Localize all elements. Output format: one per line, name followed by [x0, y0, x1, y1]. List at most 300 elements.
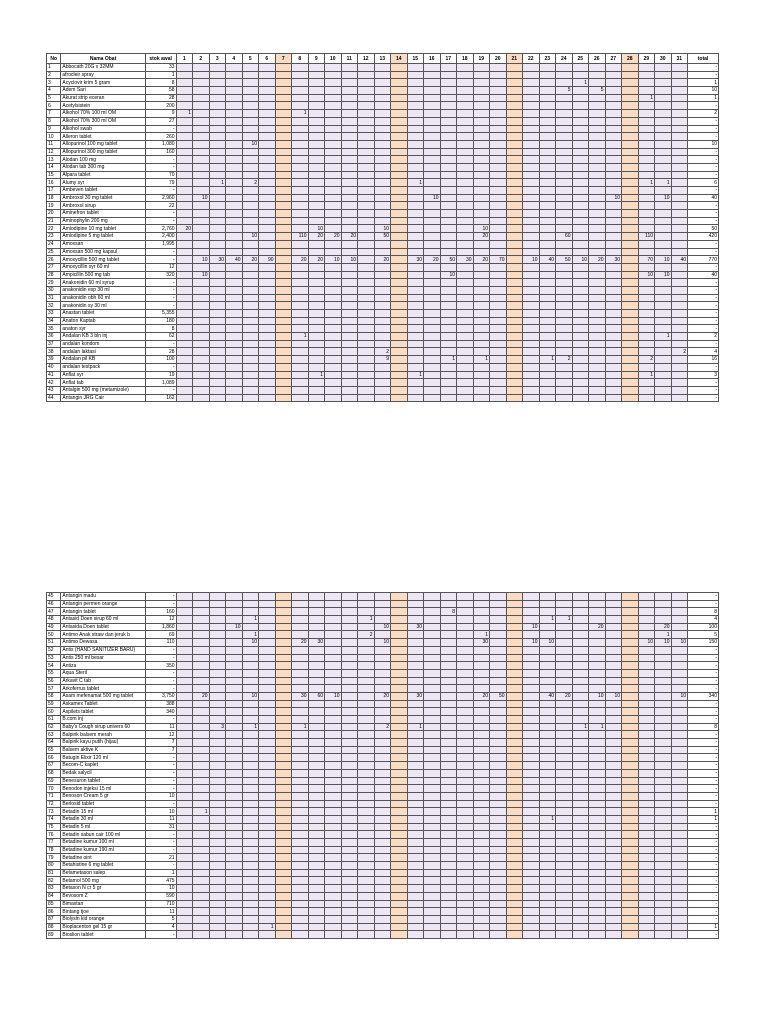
day-cell	[572, 302, 589, 310]
day-cell	[407, 333, 424, 341]
day-cell	[358, 279, 375, 287]
day-cell	[292, 202, 309, 210]
day-cell	[424, 739, 441, 747]
day-cell	[556, 723, 573, 731]
day-cell	[242, 371, 259, 379]
day-cell	[457, 163, 474, 171]
day-cell	[556, 187, 573, 195]
day-cell	[275, 723, 292, 731]
day-cell	[523, 692, 540, 700]
day-cell	[275, 808, 292, 816]
day-cell	[193, 87, 210, 95]
day-cell	[457, 340, 474, 348]
day-cell	[275, 156, 292, 164]
day-cell	[424, 379, 441, 387]
day-cell	[407, 892, 424, 900]
day-cell	[226, 179, 243, 187]
day-cell	[572, 731, 589, 739]
drug-name: Andalan pil KB	[61, 356, 145, 364]
day-cell	[622, 754, 639, 762]
day-cell	[325, 862, 342, 870]
day-cell	[605, 148, 622, 156]
day-cell	[358, 79, 375, 87]
day-cell	[440, 310, 457, 318]
day-cell	[292, 317, 309, 325]
day-cell	[259, 839, 276, 847]
day-cell	[259, 662, 276, 670]
day-cell	[490, 646, 507, 654]
day-cell	[605, 340, 622, 348]
day-cell	[407, 769, 424, 777]
row-total: 50	[688, 225, 719, 233]
day-cell	[589, 792, 606, 800]
table-row	[47, 892, 719, 900]
day-cell	[193, 839, 210, 847]
day-cell	[193, 600, 210, 608]
table-row	[47, 846, 719, 854]
initial-stock: -	[145, 716, 176, 724]
day-cell	[556, 593, 573, 601]
day-cell	[457, 677, 474, 685]
day-cell	[292, 379, 309, 387]
day-cell	[308, 94, 325, 102]
day-cell	[638, 915, 655, 923]
day-cell	[275, 669, 292, 677]
day-cell	[259, 646, 276, 654]
table-row	[47, 79, 719, 87]
day-cell	[308, 900, 325, 908]
day-cell	[638, 739, 655, 747]
day-cell	[308, 593, 325, 601]
day-cell	[226, 769, 243, 777]
day-cell	[292, 746, 309, 754]
row-total: -	[688, 915, 719, 923]
day-cell	[638, 156, 655, 164]
row-number: 32	[47, 302, 61, 310]
day-cell	[506, 302, 523, 310]
day-cell	[242, 94, 259, 102]
day-cell	[589, 140, 606, 148]
day-cell	[259, 877, 276, 885]
day-cell	[539, 333, 556, 341]
day-cell	[622, 71, 639, 79]
day-cell	[209, 639, 226, 647]
day-cell	[407, 310, 424, 318]
day-cell	[638, 731, 655, 739]
day-cell	[457, 202, 474, 210]
day-cell	[209, 885, 226, 893]
day-cell	[605, 117, 622, 125]
day-cell	[572, 692, 589, 700]
day-cell	[490, 923, 507, 931]
day-cell	[193, 233, 210, 241]
day-cell	[506, 808, 523, 816]
row-total: 3	[688, 371, 719, 379]
day-cell	[325, 716, 342, 724]
header-day: 23	[539, 54, 556, 64]
table-row	[47, 839, 719, 847]
day-cell	[176, 700, 193, 708]
day-cell	[374, 631, 391, 639]
day-cell	[341, 386, 358, 394]
day-cell	[440, 646, 457, 654]
day-cell	[176, 631, 193, 639]
day-cell	[671, 163, 688, 171]
day-cell	[506, 639, 523, 647]
day-cell	[605, 623, 622, 631]
day-cell	[523, 340, 540, 348]
day-cell	[572, 746, 589, 754]
row-total: -	[688, 785, 719, 793]
header-name: Nama Obat	[61, 54, 145, 64]
day-cell	[407, 823, 424, 831]
day-cell	[407, 716, 424, 724]
day-cell	[391, 148, 408, 156]
table-row	[47, 639, 719, 647]
day-cell	[358, 156, 375, 164]
day-cell	[292, 593, 309, 601]
day-cell	[506, 271, 523, 279]
day-cell	[407, 754, 424, 762]
row-total: -	[688, 379, 719, 387]
day-cell	[523, 110, 540, 118]
day-cell	[424, 371, 441, 379]
day-cell	[506, 762, 523, 770]
day-cell	[424, 125, 441, 133]
row-total: -	[688, 156, 719, 164]
day-cell	[589, 600, 606, 608]
day-cell	[523, 394, 540, 402]
day-cell	[605, 777, 622, 785]
day-cell	[556, 117, 573, 125]
day-cell	[242, 286, 259, 294]
day-cell	[457, 371, 474, 379]
day-cell	[391, 394, 408, 402]
day-cell: 30	[457, 256, 474, 264]
day-cell	[259, 87, 276, 95]
day-cell	[292, 700, 309, 708]
day-cell	[391, 608, 408, 616]
row-total: 420	[688, 233, 719, 241]
day-cell	[605, 79, 622, 87]
day-cell	[440, 900, 457, 908]
day-cell	[638, 869, 655, 877]
day-cell	[671, 731, 688, 739]
day-cell	[473, 94, 490, 102]
day-cell	[341, 125, 358, 133]
day-cell	[176, 662, 193, 670]
day-cell	[605, 823, 622, 831]
day-cell	[341, 171, 358, 179]
table-row	[47, 94, 719, 102]
table-row	[47, 317, 719, 325]
drug-name: anakonidin sy 30 ml	[61, 302, 145, 310]
day-cell	[358, 240, 375, 248]
day-cell	[424, 148, 441, 156]
day-cell	[424, 646, 441, 654]
day-cell	[638, 623, 655, 631]
day-cell	[391, 317, 408, 325]
day-cell	[506, 371, 523, 379]
drug-name: Alodan tab 300 mg	[61, 163, 145, 171]
day-cell	[209, 87, 226, 95]
day-cell	[539, 240, 556, 248]
initial-stock: 200	[145, 102, 176, 110]
day-cell	[259, 746, 276, 754]
day-cell	[622, 685, 639, 693]
day-cell	[275, 815, 292, 823]
day-cell	[325, 800, 342, 808]
day-cell	[440, 762, 457, 770]
day-cell	[308, 739, 325, 747]
day-cell	[539, 800, 556, 808]
day-cell	[374, 839, 391, 847]
day-cell	[358, 593, 375, 601]
day-cell	[655, 163, 672, 171]
day-cell	[440, 769, 457, 777]
day-cell	[341, 394, 358, 402]
day-cell	[275, 762, 292, 770]
day-cell	[440, 194, 457, 202]
day-cell	[242, 685, 259, 693]
day-cell	[671, 600, 688, 608]
table-row	[47, 716, 719, 724]
day-cell	[490, 271, 507, 279]
day-cell	[638, 831, 655, 839]
day-cell	[622, 302, 639, 310]
day-cell	[572, 363, 589, 371]
day-cell	[622, 240, 639, 248]
day-cell	[473, 654, 490, 662]
day-cell	[605, 94, 622, 102]
day-cell	[292, 877, 309, 885]
row-total: 2	[688, 110, 719, 118]
day-cell	[523, 646, 540, 654]
day-cell	[490, 593, 507, 601]
row-total: 1	[688, 79, 719, 87]
day-cell	[622, 815, 639, 823]
day-cell	[424, 71, 441, 79]
day-cell: 90	[259, 256, 276, 264]
day-cell	[523, 677, 540, 685]
day-cell	[556, 600, 573, 608]
day-cell: 1	[292, 110, 309, 118]
day-cell	[506, 94, 523, 102]
day-cell	[523, 831, 540, 839]
day-cell	[209, 854, 226, 862]
initial-stock: -	[145, 600, 176, 608]
day-cell	[506, 325, 523, 333]
row-number: 22	[47, 225, 61, 233]
day-cell	[506, 179, 523, 187]
day-cell	[490, 194, 507, 202]
day-cell	[457, 716, 474, 724]
day-cell	[506, 125, 523, 133]
day-cell	[638, 900, 655, 908]
day-cell	[671, 623, 688, 631]
day-cell	[539, 148, 556, 156]
day-cell	[572, 279, 589, 287]
day-cell	[523, 915, 540, 923]
day-cell	[193, 225, 210, 233]
day-cell	[671, 931, 688, 939]
day-cell	[292, 785, 309, 793]
day-cell	[473, 931, 490, 939]
drug-name: Antimo Anak straw dan jeruk b	[61, 631, 145, 639]
day-cell: 50	[374, 233, 391, 241]
day-cell	[407, 110, 424, 118]
row-total: 4	[688, 348, 719, 356]
day-cell	[589, 639, 606, 647]
day-cell	[622, 140, 639, 148]
day-cell	[325, 87, 342, 95]
day-cell	[358, 739, 375, 747]
day-cell	[457, 762, 474, 770]
day-cell	[242, 654, 259, 662]
day-cell	[226, 271, 243, 279]
day-cell	[457, 623, 474, 631]
day-cell	[176, 746, 193, 754]
day-cell	[259, 356, 276, 364]
row-number: 25	[47, 248, 61, 256]
day-cell	[424, 240, 441, 248]
day-cell	[292, 294, 309, 302]
day-cell	[655, 885, 672, 893]
day-cell	[671, 762, 688, 770]
header-day: 24	[556, 54, 573, 64]
day-cell	[242, 279, 259, 287]
row-number: 31	[47, 294, 61, 302]
day-cell	[176, 677, 193, 685]
day-cell	[424, 908, 441, 916]
day-cell	[209, 716, 226, 724]
day-cell	[655, 846, 672, 854]
day-cell	[226, 133, 243, 141]
day-cell	[473, 815, 490, 823]
day-cell	[176, 754, 193, 762]
day-cell	[226, 356, 243, 364]
row-number: 18	[47, 194, 61, 202]
day-cell	[374, 777, 391, 785]
day-cell	[473, 133, 490, 141]
table-row	[47, 723, 719, 731]
day-cell	[473, 716, 490, 724]
day-cell	[193, 931, 210, 939]
day-cell: 110	[292, 233, 309, 241]
row-total: -	[688, 125, 719, 133]
drug-name: andalan kondom	[61, 340, 145, 348]
day-cell	[391, 202, 408, 210]
day-cell	[358, 754, 375, 762]
day-cell	[655, 348, 672, 356]
day-cell	[490, 846, 507, 854]
day-cell	[226, 900, 243, 908]
day-cell	[424, 187, 441, 195]
day-cell	[176, 340, 193, 348]
day-cell	[655, 692, 672, 700]
day-cell	[440, 708, 457, 716]
day-cell	[589, 233, 606, 241]
day-cell	[391, 754, 408, 762]
row-number: 45	[47, 593, 61, 601]
row-number: 88	[47, 923, 61, 931]
day-cell	[292, 163, 309, 171]
day-cell	[275, 286, 292, 294]
day-cell	[358, 646, 375, 654]
day-cell	[391, 831, 408, 839]
day-cell	[407, 885, 424, 893]
day-cell	[605, 639, 622, 647]
day-cell	[407, 194, 424, 202]
day-cell	[308, 839, 325, 847]
day-cell	[325, 294, 342, 302]
day-cell	[473, 685, 490, 693]
day-cell	[671, 263, 688, 271]
day-cell	[523, 294, 540, 302]
day-cell: 10	[242, 140, 259, 148]
day-cell	[391, 163, 408, 171]
day-cell	[292, 194, 309, 202]
day-cell	[605, 931, 622, 939]
day-cell	[374, 371, 391, 379]
day-cell	[589, 348, 606, 356]
day-cell	[655, 739, 672, 747]
day-cell	[457, 892, 474, 900]
day-cell	[605, 608, 622, 616]
day-cell	[358, 762, 375, 770]
row-number: 82	[47, 877, 61, 885]
drug-name: Amoxycillin syr 60 ml	[61, 263, 145, 271]
day-cell	[176, 600, 193, 608]
day-cell	[671, 340, 688, 348]
day-cell	[473, 71, 490, 79]
day-cell	[209, 371, 226, 379]
day-cell	[457, 379, 474, 387]
day-cell	[605, 762, 622, 770]
day-cell	[209, 677, 226, 685]
day-cell	[407, 348, 424, 356]
header-day: 4	[226, 54, 243, 64]
day-cell	[242, 148, 259, 156]
day-cell	[523, 593, 540, 601]
day-cell	[622, 371, 639, 379]
header-day: 18	[457, 54, 474, 64]
day-cell	[308, 769, 325, 777]
day-cell	[638, 125, 655, 133]
day-cell	[176, 716, 193, 724]
day-cell	[325, 639, 342, 647]
row-number: 59	[47, 700, 61, 708]
day-cell	[671, 908, 688, 916]
day-cell	[655, 769, 672, 777]
day-cell	[341, 302, 358, 310]
day-cell	[490, 240, 507, 248]
day-cell	[556, 908, 573, 916]
day-cell	[325, 279, 342, 287]
day-cell	[424, 792, 441, 800]
day-cell	[193, 187, 210, 195]
day-cell	[539, 233, 556, 241]
day-cell	[358, 654, 375, 662]
day-cell	[490, 217, 507, 225]
day-cell	[407, 777, 424, 785]
day-cell	[358, 356, 375, 364]
day-cell: 10	[193, 194, 210, 202]
day-cell	[275, 800, 292, 808]
day-cell	[176, 639, 193, 647]
day-cell	[358, 839, 375, 847]
day-cell	[391, 839, 408, 847]
